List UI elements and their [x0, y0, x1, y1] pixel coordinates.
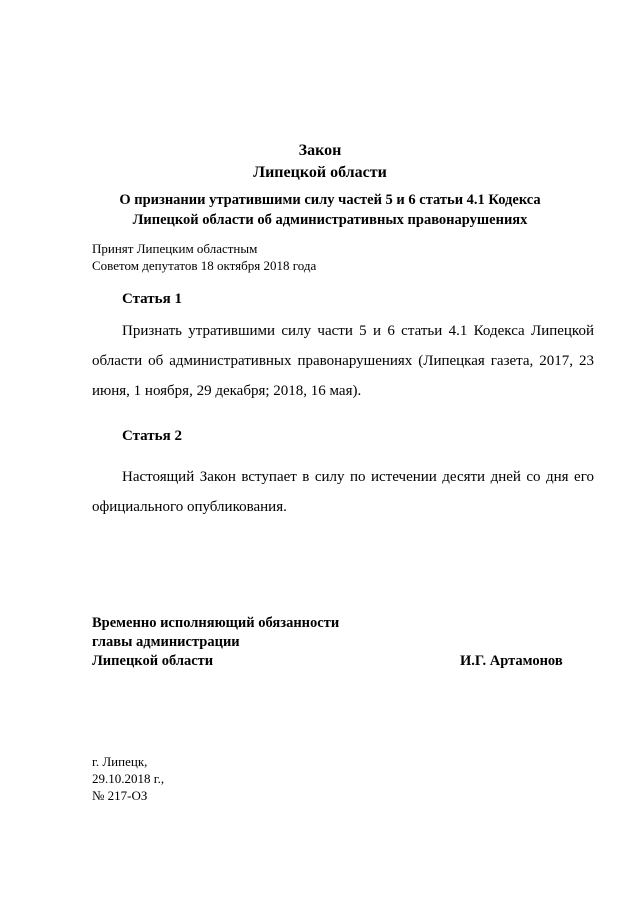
signatory-position-line-2: главы администрации: [92, 634, 240, 650]
adoption-line-2: Советом депутатов 18 октября 2018 года: [92, 258, 317, 273]
article-2-text: Настоящий Закон вступает в силу по истечении десяти дней со дня его официального опубликования.: [92, 469, 594, 515]
law-subtitle-line-2: Липецкой области об административных правонарушениях: [132, 212, 528, 228]
signatory-position: [92, 614, 339, 671]
law-subtitle-line-1: О признании утратившими силу частей 5 и 6 статьи 4.1 Кодекса: [119, 192, 541, 208]
adoption-note: [92, 240, 316, 274]
footer-place: г. Липецк,: [92, 754, 148, 769]
document-footer: [92, 753, 164, 804]
adoption-line-1: Принят Липецким областным: [92, 241, 258, 256]
article-2-heading: Статья 2: [122, 428, 182, 444]
signatory-position-line-1: Временно исполняющий обязанности: [92, 615, 340, 631]
law-title: [0, 140, 640, 184]
article-1-heading: Статья 1: [122, 291, 182, 307]
signatory-name: И.Г. Артамонов: [460, 653, 563, 669]
article-1-text: Признать утратившими силу части 5 и 6 статьи 4.1 Кодекса Липецкой области об административных правонарушениях (Липецкая газета, 2017, 23 июня, 1 ноября, 29 декабря; 2018, 16 мая).: [92, 323, 594, 399]
law-title-line-2: Липецкой области: [253, 164, 387, 181]
footer-date: 29.10.2018 г.,: [92, 771, 165, 786]
footer-number: № 217-ОЗ: [92, 788, 148, 803]
signatory-position-line-3: Липецкой области: [92, 653, 214, 669]
law-subtitle: [60, 190, 600, 230]
law-title-line-1: Закон: [298, 142, 342, 159]
